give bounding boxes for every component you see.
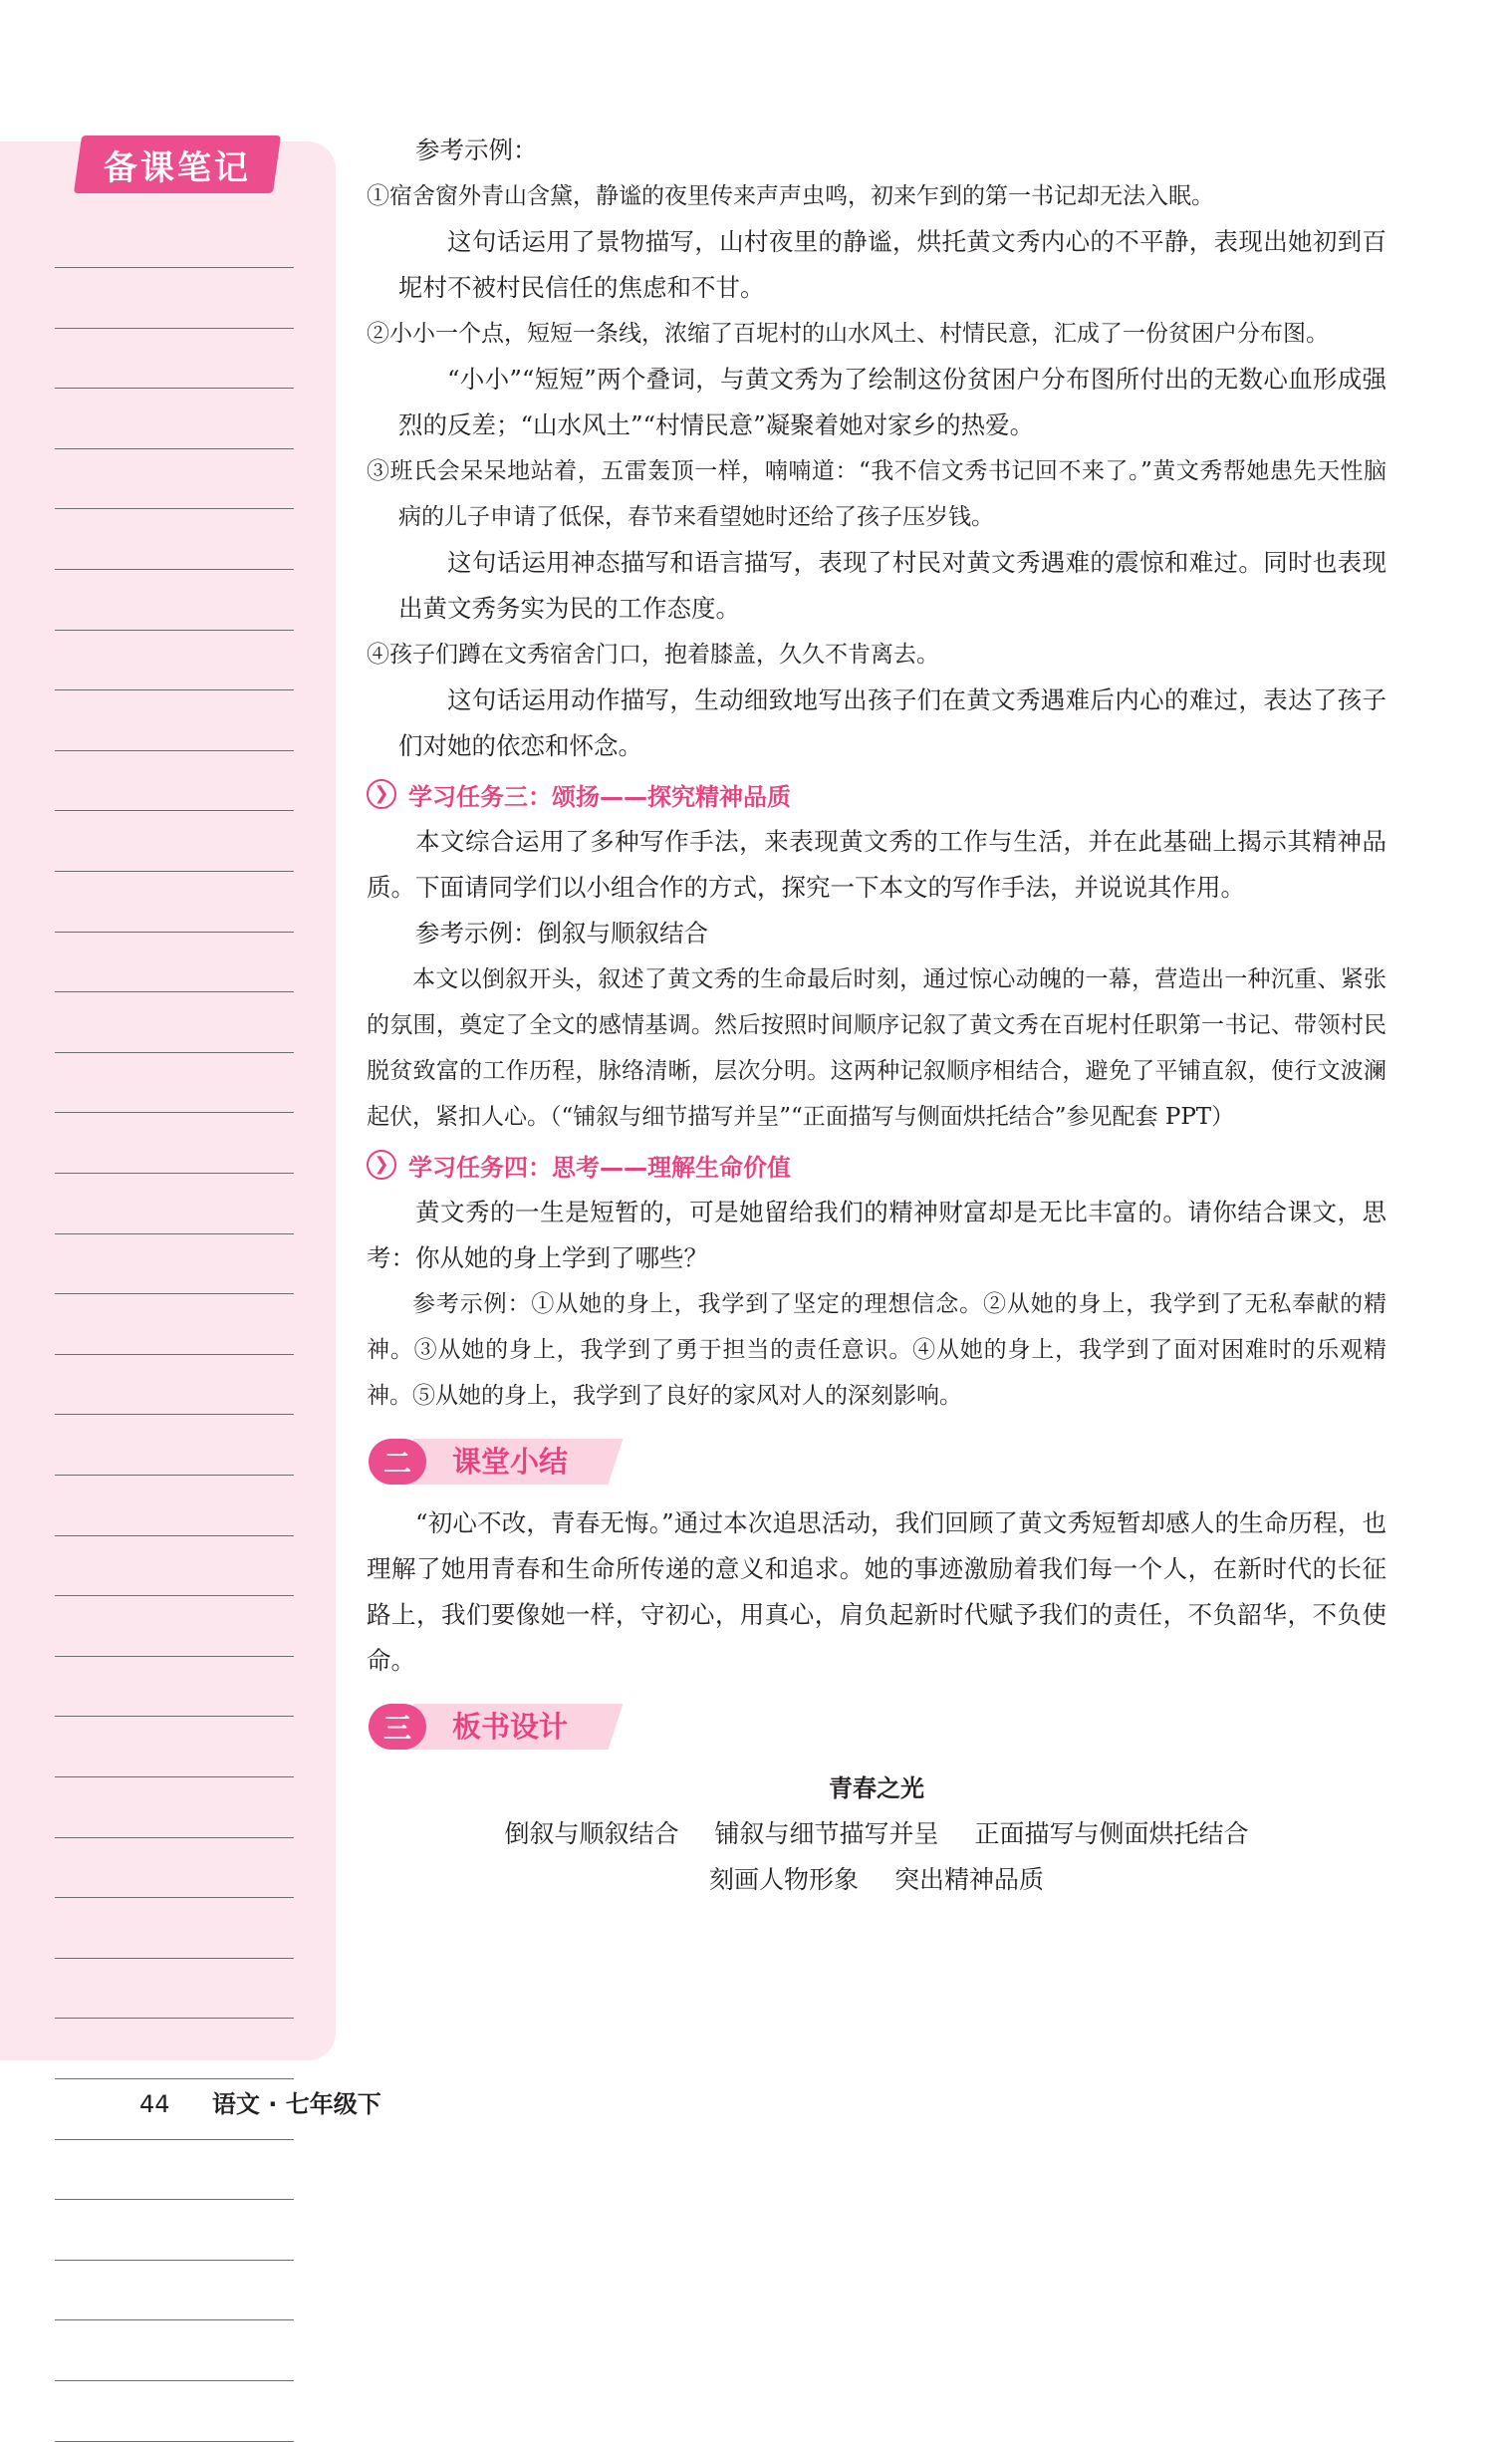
note-line <box>55 1414 294 1415</box>
task4-heading <box>367 1142 1386 1188</box>
note-line <box>55 871 294 872</box>
note-line <box>55 1535 294 1536</box>
notes-badge <box>74 136 281 193</box>
example-analysis-1: 这句话运用了景物描写，山村夜里的静谧，烘托黄文秀内心的不平静，表现出她初到百坭村不被村民信任的焦虑和不甘。 <box>398 227 1386 302</box>
note-line <box>55 2199 294 2200</box>
note-line <box>55 1112 294 1113</box>
example-analysis-4: 这句话运用动作描写，生动细致地写出孩子们在黄文秀遇难后内心的难过，表达了孩子们对她的依恋和怀念。 <box>398 685 1386 760</box>
task3-heading <box>367 771 1386 817</box>
board-heading: 青春之光 <box>829 1774 924 1802</box>
example-sentence-1: ①宿舍窗外青山含黛，静谧的夜里传来声声虫鸣，初来乍到的第一书记却无法入眠。 <box>367 183 1214 209</box>
board-section-heading <box>367 1698 1386 1758</box>
note-line <box>55 448 294 449</box>
board-row-1 <box>367 1811 1386 1857</box>
note-line <box>55 1595 294 1596</box>
chevron-right-icon: ❯ <box>367 1150 396 1180</box>
page-number: 44 <box>139 2090 170 2118</box>
task3-title: 学习任务三：颂扬——探究精神品质 <box>408 782 791 811</box>
section-number: 三 <box>369 1704 426 1750</box>
note-line <box>55 689 294 690</box>
example-sentence-3: ③班氏会呆呆地站着，五雷轰顶一样，喃喃道：“我不信文秀书记回不来了。”黄文秀帮她患先天性脑病的儿子申请了低保，春节来看望她时还给了孩子压岁钱。 <box>367 458 1386 530</box>
note-line <box>55 1475 294 1476</box>
note-line <box>55 2139 294 2140</box>
note-line <box>55 1293 294 1294</box>
task3-example-label: 参考示例：倒叙与顺叙结合 <box>415 919 708 948</box>
note-line <box>55 1354 294 1355</box>
note-line <box>55 630 294 631</box>
note-line <box>55 2380 294 2381</box>
note-line <box>55 1837 294 1838</box>
task4-title: 学习任务四：思考——理解生命价值 <box>408 1153 791 1182</box>
board-row-2 <box>367 1857 1386 1903</box>
main-content <box>367 128 1386 1903</box>
book-title: 语文 · 七年级下 <box>211 2090 381 2118</box>
board-design <box>367 1765 1386 1903</box>
notes-sidebar <box>0 141 336 2060</box>
note-line <box>55 1233 294 1234</box>
note-line <box>55 508 294 509</box>
note-line <box>55 1958 294 1959</box>
example-analysis-3: 这句话运用神态描写和语言描写，表现了村民对黄文秀遇难的震惊和难过。同时也表现出黄文秀务实为民的工作态度。 <box>398 548 1386 623</box>
note-line <box>55 569 294 570</box>
task4-example-text: 参考示例：①从她的身上，我学到了坚定的理想信念。②从她的身上，我学到了无私奉献的精神。③从她的身上，我学到了勇于担当的责任意识。④从她的身上，我学到了面对困难时的乐观精神。⑤从她的身上，我学到了良好的家风对人的深刻影响。 <box>367 1291 1386 1409</box>
note-line <box>55 991 294 992</box>
board-item: 倒叙与顺叙结合 <box>504 1819 679 1848</box>
example-sentence-2: ②小小一个点，短短一条线，浓缩了百坭村的山水风土、村情民意，汇成了一份贫困户分布图。 <box>367 321 1329 347</box>
note-line <box>55 1776 294 1777</box>
note-line <box>55 1716 294 1717</box>
board-item: 正面描写与侧面烘托结合 <box>974 1819 1249 1848</box>
note-line <box>55 1052 294 1053</box>
example-analysis-2: “小小”“短短”两个叠词，与黄文秀为了绘制这份贫困户分布图所付出的无数心血形成强烈的反差；“山水风土”“村情民意”凝聚着她对家乡的热爱。 <box>398 365 1386 439</box>
note-line <box>55 1897 294 1898</box>
section-number: 二 <box>369 1439 426 1485</box>
page-footer <box>139 2084 381 2119</box>
summary-text: “初心不改，青春无悔。”通过本次追思活动，我们回顾了黄文秀短暂却感人的生命历程，也理解了她用青春和生命所传递的意义和追求。她的事迹激励着我们每一个人，在新时代的长征路上，我们要像她一样，守初心，用真心，肩负起新时代赋予我们的责任，不负韶华，不负使命。 <box>367 1508 1386 1675</box>
board-item: 刻画人物形象 <box>709 1865 860 1894</box>
chevron-right-icon: ❯ <box>367 779 396 809</box>
note-line <box>55 328 294 329</box>
examples-label: 参考示例： <box>415 136 538 164</box>
note-line <box>55 267 294 268</box>
task4-prompt: 黄文秀的一生是短暂的，可是她留给我们的精神财富却是无比丰富的。请你结合课文，思考：你从她的身上学到了哪些？ <box>367 1198 1386 1272</box>
section-title: 课堂小结 <box>452 1445 569 1479</box>
note-line <box>55 810 294 811</box>
note-line <box>55 1656 294 1657</box>
task3-prompt: 本文综合运用了多种写作手法，来表现黄文秀的工作与生活，并在此基础上揭示其精神品质。下面请同学们以小组合作的方式，探究一下本文的写作手法，并说说其作用。 <box>367 827 1386 902</box>
note-line <box>55 2018 294 2019</box>
notes-badge-label: 备课笔记 <box>104 147 251 188</box>
note-line <box>55 1173 294 1174</box>
section-title: 板书设计 <box>452 1710 569 1744</box>
board-item: 突出精神品质 <box>893 1865 1044 1894</box>
note-line <box>55 2441 294 2442</box>
note-line <box>55 2260 294 2261</box>
note-line <box>55 932 294 933</box>
note-line <box>55 2078 294 2079</box>
task3-example-text: 本文以倒叙开头，叙述了黄文秀的生命最后时刻，通过惊心动魄的一幕，营造出一种沉重、紧张的氛围，奠定了全文的感情基调。然后按照时间顺序记叙了黄文秀在百坭村任职第一书记、带领村民脱贫致富的工作历程，脉络清晰，层次分明。这两种记叙顺序相结合，避免了平铺直叙，使行文波澜起伏，紧扣人心。（“铺叙与细节描写并呈”“正面描写与侧面烘托结合”参见配套 PPT） <box>367 966 1386 1130</box>
note-line <box>55 750 294 751</box>
note-line <box>55 2319 294 2320</box>
example-sentence-4: ④孩子们蹲在文秀宿舍门口，抱着膝盖，久久不肯离去。 <box>367 642 939 668</box>
summary-section-heading <box>367 1433 1386 1492</box>
note-line <box>55 388 294 389</box>
board-item: 铺叙与细节描写并呈 <box>714 1819 939 1848</box>
